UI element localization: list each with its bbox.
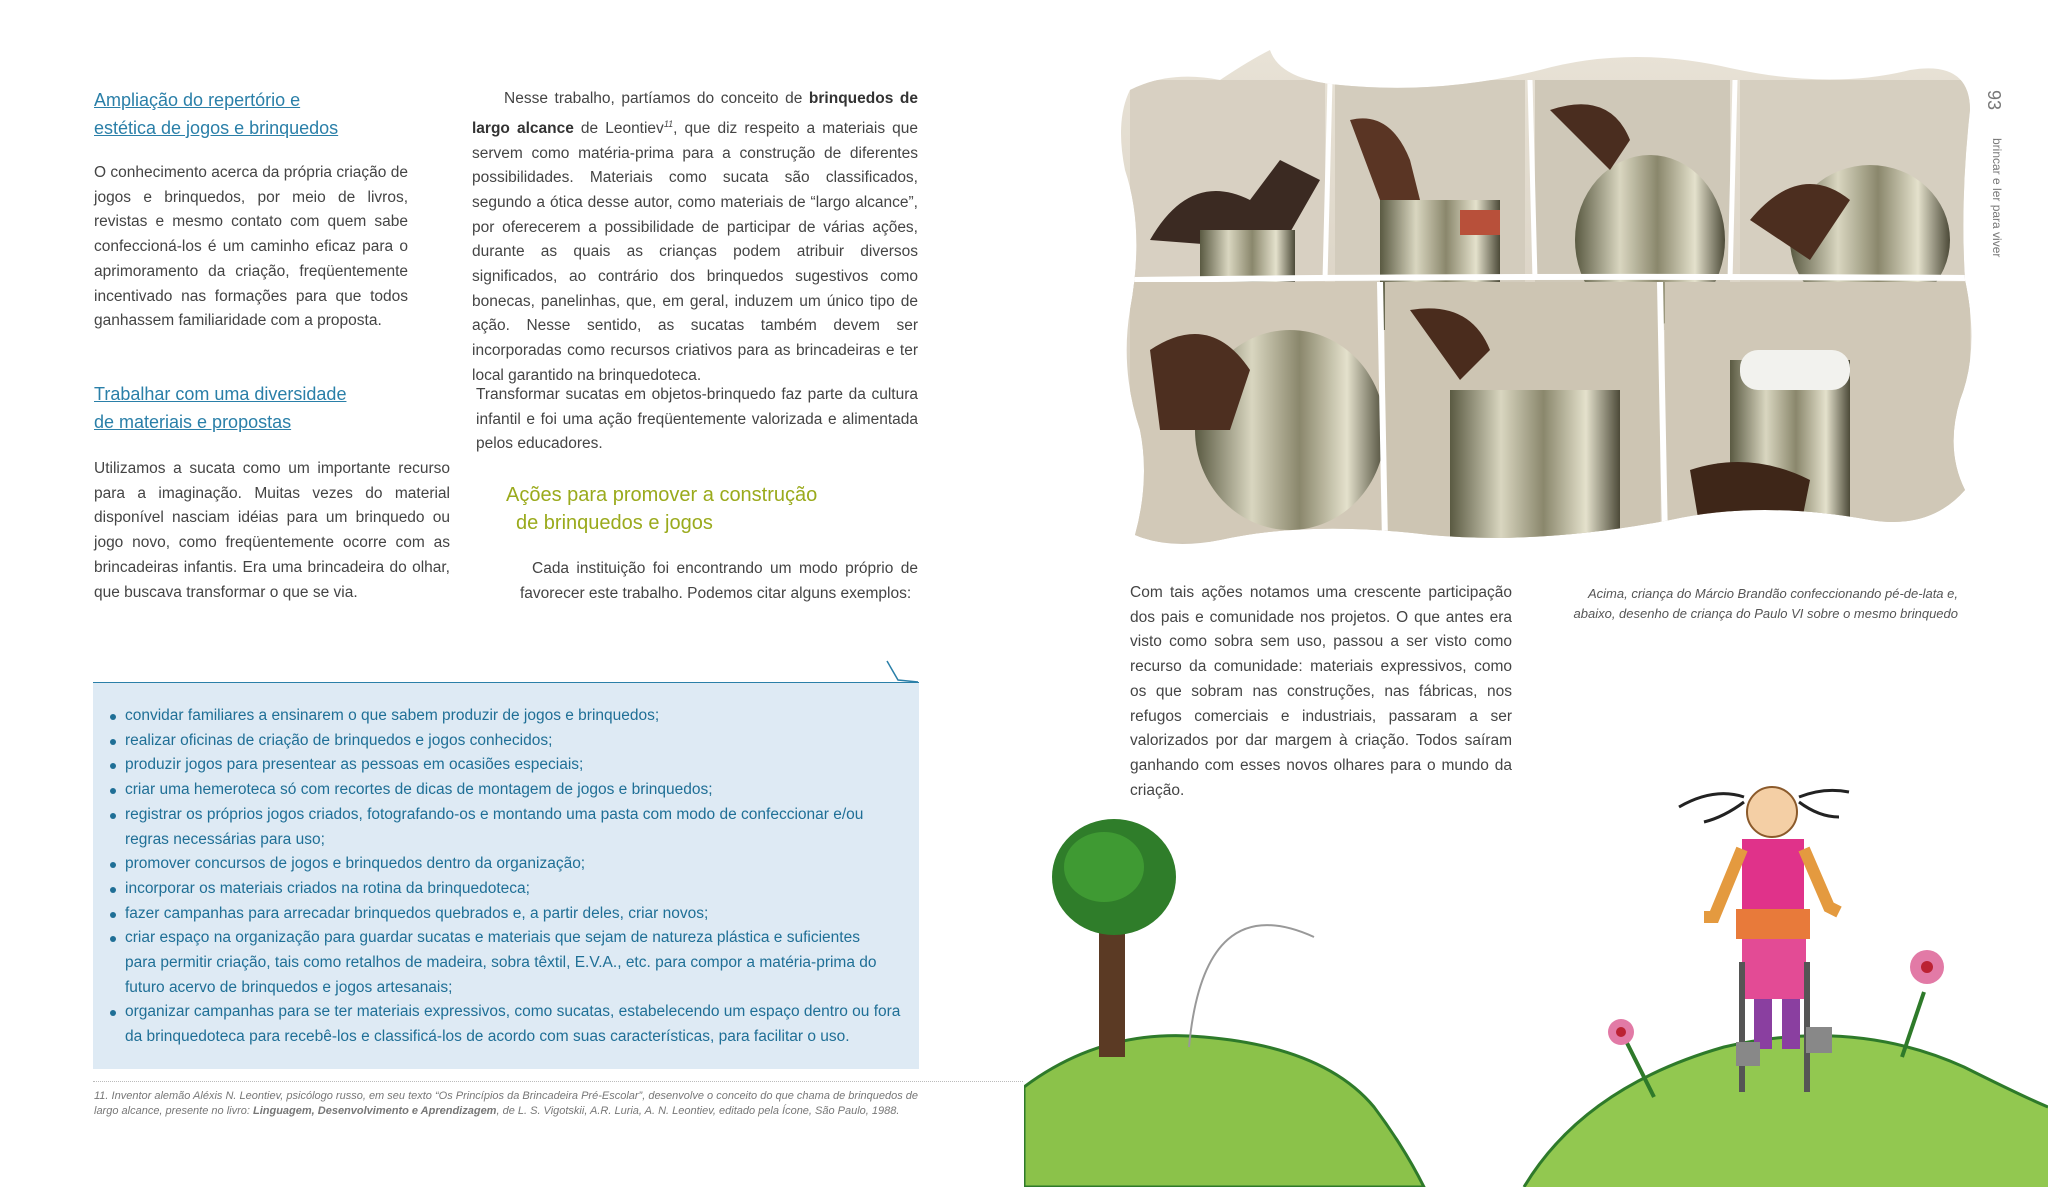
list-item-text: produzir jogos para presentear as pessoas em ocasiões especiais; [125, 756, 584, 774]
box-corner-tab [884, 658, 924, 684]
heading-repertorio-line1: Ampliação do repertório e [94, 90, 301, 110]
photo-caption [1540, 584, 1958, 624]
bullet-dot [110, 936, 116, 942]
leontiev-text-post: , que diz respeito a materiais que servem como matéria-prima para a construção de diferentes possibilidades. Materiais como sucata são classificados, segundo a ótica desse autor, como materiais de “largo alcance”, por oferecerem a possibilidade de participar de várias ações, durante as quais as crianças podem atribuir diversos significados, ao contrário dos brinquedos sugestivos como bonecas, panelinhas, que, em geral, induzem um único tipo de ação. Nesse sentido, as sucatas também devem ser incorporadas como recursos criativos para as brincadeiras e ter local garantido na brinquedoteca. [472, 119, 918, 384]
bullet-dot [110, 887, 116, 893]
list-item [93, 852, 883, 877]
leontiev-text-pre: Nesse trabalho, partíamos do conceito de [504, 90, 809, 107]
paragraph-conhecimento: O conhecimento acerca da própria criação de jogos e brinquedos, por meio de livros, revistas e mesmo contato com quem sabe confeccioná-los é um caminho eficaz para o aprimoramento da criação, freqüentemente incentivado nas formações para que todos ganhassem familiaridade com a proposta. [94, 164, 408, 330]
list-item [93, 753, 883, 778]
list-item-text: incorporar os materiais criados na rotina da brinquedoteca; [125, 879, 530, 897]
caption-line2: abaixo, desenho de criança do Paulo VI sobre o mesmo brinquedo [1573, 606, 1958, 621]
list-item-text: criar uma hemeroteca só com recortes de dicas de montagem de jogos e brinquedos; [125, 781, 713, 799]
paragraph-leontiev [472, 87, 918, 389]
list-item [93, 877, 883, 902]
paragraph-sucata: Utilizamos a sucata como um importante recurso para a imaginação. Muitas vezes do material disponível nasciam idéias para um brinquedo ou jogo novo, como freqüentemente ocorre com as brincadeiras infantis. Era uma brincadeira do olhar, que buscava transformar o que se via. [94, 460, 450, 601]
running-head: brincar e ler para viver [1990, 138, 2004, 258]
heading-diversidade-line1: Trabalhar com uma diversidade [94, 384, 347, 404]
footnote-divider [93, 1081, 1023, 1082]
leontiev-text-bold: brinquedos de largo alcance [472, 90, 918, 137]
paragraph-participacao: Com tais ações notamos uma crescente participação dos pais e comunidade nos projetos. O que antes era visto como sobra sem uso, passou a ser visto como recurso da comunidade: materiais expressivos, como os que sobram nas construções, nas fábricas, nos refugos comerciais e industriais, passaram a ser valorizados por dar margem à criação. Todos saíram ganhando com esses novos olhares para o mundo da criação. [1130, 584, 1512, 799]
footnote-text-pre: 11. Inventor alemão Aléxis N. Leontiev, psicólogo russo, em seu texto “Os Princípios da Brincadeira Pré-Escolar”, desenvolve o conceito do que chama de brinquedos de largo alcance, presente no livro: [94, 1090, 919, 1117]
photo-collage [1110, 50, 1980, 570]
bullet-dot [110, 788, 116, 794]
list-item [93, 1000, 905, 1049]
heading-acoes [506, 481, 906, 537]
child-drawing [1024, 767, 2048, 1187]
page-number: 93 [1984, 90, 2004, 111]
footnote [94, 1089, 924, 1118]
list-item [93, 926, 885, 1000]
list-item [93, 729, 883, 754]
bullet-dot [110, 862, 116, 868]
examples-box [93, 682, 919, 1069]
heading-repertorio [94, 86, 424, 142]
list-item-text: convidar familiares a ensinarem o que sabem produzir de jogos e brinquedos; [125, 707, 660, 724]
heading-repertorio-line2: estética de jogos e brinquedos [94, 118, 339, 138]
heading-acoes-line1: Ações para promover a construção [506, 484, 818, 506]
bullet-dot [110, 813, 116, 819]
list-item-text: realizar oficinas de criação de brinquedos e jogos conhecidos; [125, 731, 553, 749]
caption-line1: Acima, criança do Márcio Brandão confeccionando pé-de-lata e, [1588, 586, 1958, 601]
list-item-text: registrar os próprios jogos criados, fotografando-os e montando uma pasta com modo de confeccionar e/ou regras necessárias para uso; [125, 805, 864, 848]
footnote-book-title: Linguagem, Desenvolvimento e Aprendizagem [252, 1104, 497, 1117]
bullet-dot [110, 739, 116, 745]
list-item-text: criar espaço na organização para guardar sucatas e materiais que sejam de natureza plástica e suficientes para permitir criação, tais como retalhos de madeira, sobra têxtil, E.V.A., etc. para compor a matéria-prima do futuro acervo de brinquedos e jogos artesanais; [125, 929, 877, 996]
list-item [93, 803, 865, 852]
leontiev-text-mid: de Leontiev [573, 119, 664, 137]
list-item-text: fazer campanhas para arrecadar brinquedos quebrados e, a partir deles, criar novos; [125, 904, 709, 922]
bullet-dot [110, 1010, 116, 1016]
heading-diversidade-line2: de materiais e propostas [94, 412, 292, 432]
footnote-text-post: , de L. S. Vigotskii, A.R. Luria, A. N. Leontiev, editado pela Ícone, São Paulo, 1988. [496, 1104, 900, 1117]
examples-list [93, 683, 901, 1050]
paragraph-transformar: Transformar sucatas em objetos-brinquedo faz parte da cultura infantil e foi uma ação freqüentemente valorizada e alimentada pelos educadores. [476, 386, 918, 453]
heading-diversidade [94, 380, 424, 436]
bullet-dot [110, 714, 116, 720]
paragraph-cada-instituicao: Cada instituição foi encontrando um modo próprio de favorecer este trabalho. Podemos citar alguns exemplos: [520, 560, 918, 602]
list-item [93, 704, 883, 729]
list-item [93, 778, 883, 803]
heading-acoes-line2: de brinquedos e jogos [516, 512, 713, 534]
bullet-dot [110, 912, 116, 918]
list-item [93, 902, 883, 927]
list-item-text: promover concursos de jogos e brinquedos dentro da organização; [125, 855, 586, 873]
list-item-text: organizar campanhas para se ter materiais expressivos, como sucatas, estabelecendo um espaço dentro ou fora da brinquedoteca para recebê-los e classificá-los de acordo com suas características, para facilitar o uso. [125, 1003, 901, 1046]
bullet-dot [110, 763, 116, 769]
footnote-ref: 11 [663, 118, 674, 129]
